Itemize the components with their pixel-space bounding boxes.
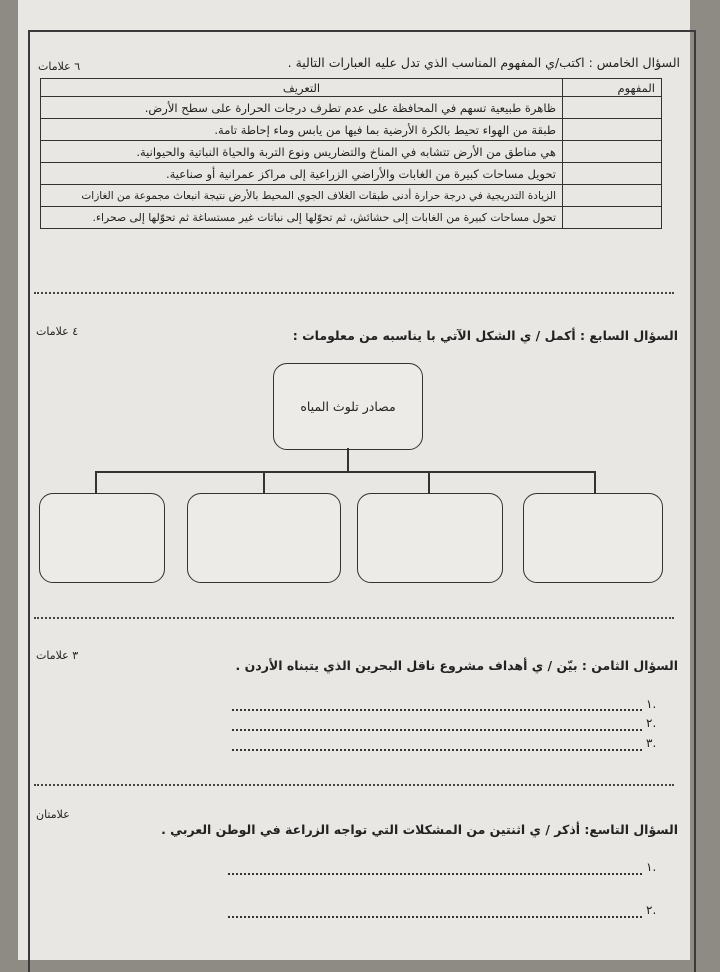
q8-heading: السؤال الثامن : بيّن / ي أهداف مشروع ناقل البحرين الذي يتبناه الأردن . [235,658,678,673]
table-row [41,207,662,229]
concept-answer-cell[interactable] [563,119,662,141]
connector-horizontal [95,471,596,473]
answer-box[interactable] [523,493,663,583]
table-row [41,97,662,119]
connector-vertical [347,448,349,472]
concept-answer-cell[interactable] [563,141,662,163]
definition-cell: الزيادة التدريجية في درجة حرارة أدنى طبقات الغلاف الجوي المحيط بالأرض نتيجة انبعاث مجموعة من الغازات [41,185,563,207]
definition-cell: تحويل مساحات كبيرة من الغابات والأراضي الزراعية إلى مراكز عمرانية أو صناعية. [41,163,563,185]
table-header-row [41,79,662,97]
section-divider [34,784,674,786]
answer-box[interactable] [357,493,503,583]
header-concept: المفهوم [563,79,662,97]
q9-answer-line[interactable] [228,873,642,875]
q8-answer-line[interactable] [232,729,642,731]
table-row [41,119,662,141]
q8-item-number: ٢. [646,716,657,730]
connector-branch [594,471,596,494]
concept-answer-cell[interactable] [563,185,662,207]
q9-answer-line[interactable] [228,916,642,918]
definition-cell: ظاهرة طبيعية تسهم في المحافظة على عدم تطرف درجات الحرارة على سطح الأرض. [41,97,563,119]
concept-answer-cell[interactable] [563,207,662,229]
q8-answer-line[interactable] [232,749,642,751]
definition-cell: هي مناطق من الأرض تتشابه في المناخ والتضاريس ونوع التربة والحياة النباتية والحيوانية. [41,141,563,163]
q5-heading: السؤال الخامس : اكتب/ي المفهوم المناسب الذي تدل عليه العبارات التالية . [287,55,680,70]
q9-item-number: ١. [646,860,657,874]
section-divider [34,292,674,294]
q9-item-number: ٢. [646,903,657,917]
table-row [41,163,662,185]
concept-answer-cell[interactable] [563,163,662,185]
q9-heading: السؤال التاسع: أذكر / ي اثنتين من المشكلات التي تواجه الزراعة في الوطن العربي . [161,822,678,837]
q5-marks: ٦ علامات [38,60,81,73]
table-row [41,141,662,163]
definition-cell: طبقة من الهواء تحيط بالكرة الأرضية بما فيها من يابس وماء إحاطة تامة. [41,119,563,141]
connector-branch [263,471,265,494]
section-divider [34,617,674,619]
answer-box[interactable] [187,493,341,583]
q8-item-number: ٣. [646,736,657,750]
concept-answer-cell[interactable] [563,97,662,119]
header-definition: التعريف [41,79,563,97]
answer-box[interactable] [39,493,165,583]
root-node-label: مصادر تلوث المياه [300,399,396,414]
definition-cell: تحول مساحات كبيرة من الغابات إلى حشائش، ثم تحوّلها إلى نباتات غير مستساغة ثم تحوّلها إلى صحراء. [41,207,563,229]
q8-item-number: ١. [646,697,657,711]
concepts-table [40,78,662,229]
connector-branch [428,471,430,494]
q7-marks: ٤ علامات [36,325,79,338]
q8-answer-line[interactable] [232,709,642,711]
root-node [273,363,423,450]
q7-heading: السؤال السابع : أكمل / ي الشكل الآتي با يناسبه من معلومات : [292,328,678,343]
table-row [41,185,662,207]
q8-marks: ٣ علامات [36,649,79,662]
q9-marks: علامتان [36,808,70,821]
connector-branch [95,471,97,494]
